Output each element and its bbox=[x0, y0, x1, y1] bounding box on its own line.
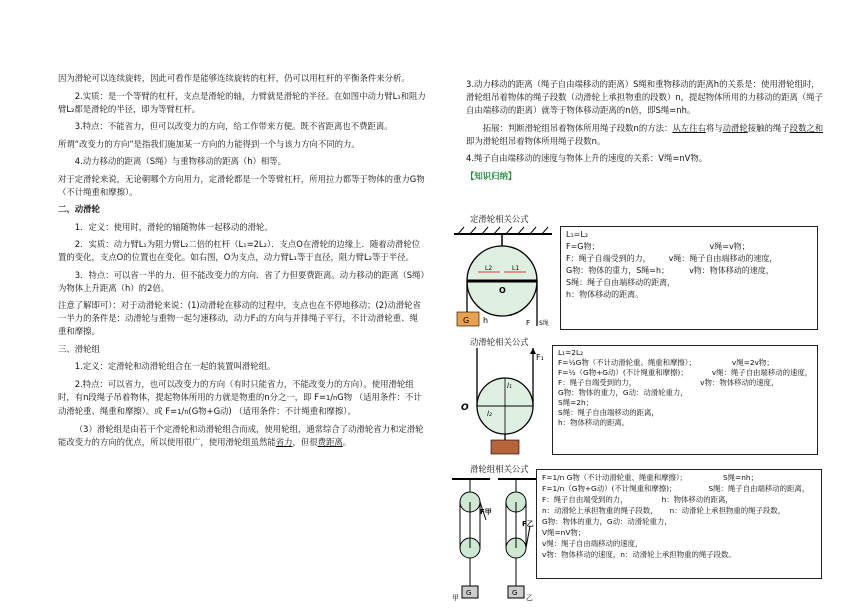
underlined-text: 从左往右 bbox=[672, 122, 706, 133]
formula-num: 1 bbox=[177, 407, 182, 416]
formula-line bbox=[566, 241, 812, 253]
label-L1: L1 bbox=[512, 265, 520, 272]
text: 接触的绳子 bbox=[747, 122, 790, 133]
formula-line: h：物体移动的距离。 bbox=[566, 290, 644, 299]
formula-text: F：绳子自由端受到的力， bbox=[542, 495, 628, 504]
underlined-text: 省力 bbox=[275, 437, 293, 447]
formula-text: F= bbox=[165, 405, 178, 416]
formula-line: L₁=2L₂ bbox=[558, 348, 584, 357]
paragraph: 4.绳子自由端移动的速度与物体上升的速度的关系：V绳=nV物。 bbox=[466, 153, 708, 163]
formula-text: F=1/n G物（不计动滑轮重、绳重和摩擦）； bbox=[542, 473, 687, 482]
section-heading: 二、动滑轮 bbox=[58, 204, 100, 214]
caption-moving-pulley: 动滑轮相关公式 bbox=[470, 337, 529, 347]
label-L2: L2 bbox=[485, 265, 493, 272]
label-G-a: G bbox=[466, 589, 472, 597]
formula-line bbox=[566, 253, 812, 265]
underlined-text: 费距离 bbox=[317, 437, 343, 447]
paragraph: 1.定义：定滑轮和动滑轮组合在一起的装置叫滑轮组。 bbox=[74, 361, 276, 371]
formula-line: S绳：绳子自由端移动的距离， bbox=[558, 408, 659, 417]
paragraph: 1．定义：使用时，滑轮的轴随物体一起移动的滑轮。 bbox=[74, 221, 273, 232]
weight-block bbox=[491, 440, 519, 454]
formula-line bbox=[558, 368, 812, 378]
formula-text: v物：物体移动的速度， bbox=[700, 378, 779, 387]
formula-text: v绳：绳子自由端移动的速度， bbox=[668, 254, 778, 263]
formula-line bbox=[542, 483, 816, 494]
formula-text: n：动滑轮上承担物重的绳子段数， bbox=[669, 506, 786, 515]
label-F-jia: F甲 bbox=[480, 508, 492, 516]
label-l2: l₂ bbox=[487, 410, 492, 418]
formula-text: F：绳子自端受到的力， bbox=[558, 378, 637, 387]
formula-text: v绳=2v物； bbox=[731, 358, 774, 367]
text: （适用条件：不计绳重和摩擦）。 bbox=[234, 405, 356, 416]
text: 2.特点：可以省力，也可以改变力的方向（有时只能省力，不能改变力的方向）。使用滑轮组时，有n段绳子吊着物体，提起物体所用的力就是物重的n分之一，即 bbox=[58, 378, 414, 402]
formula-text: F= bbox=[314, 391, 327, 402]
formula-box-moving bbox=[552, 345, 818, 455]
paragraph: 3.动力移动的距离（绳子自由端移动的距离）S绳和重物移动的距离h的关系是：使用滑轮组时，滑轮组吊着物体的绳子段数（动滑轮上承担物重的段数）n，提起物体所用的力移动的距离（绳子自由端移动的距离）就等于物体移动距离的n倍，即S绳=nh。 bbox=[466, 79, 824, 115]
formula-line: S绳=2h； bbox=[558, 398, 594, 407]
formula-line bbox=[558, 378, 812, 388]
paragraph: 注意了解即可）：对于动滑轮来说：(1)动滑轮在移动的过程中，支点也在不停地移动；(2)动滑轮省一半力的条件是：动滑轮与重物一起匀速移动，动力F₁的方向与并排绳子平行，不计动滑轮重、绳重和摩擦。 bbox=[58, 300, 421, 336]
formula-inline: F=1/nG物 bbox=[314, 391, 353, 402]
label-yi: 乙 bbox=[526, 594, 533, 602]
paragraph: 3．特点：可以省一半的力．但不能改变力的方向．省了力但要费距离。动力移动的距离（S绳）为物体上升距离（h）的2倍。 bbox=[58, 269, 425, 293]
label-F1: F₁ bbox=[536, 353, 544, 362]
formula-line bbox=[566, 265, 812, 277]
formula-text: v物：物体移动的速度， bbox=[689, 266, 774, 275]
formula-line: V绳=nV物； bbox=[542, 528, 586, 537]
text: 即为滑轮组吊着物体所用绳子段数n。 bbox=[466, 135, 606, 146]
formula-text: F=1/n（G物+G动）(不计绳重和摩擦)； bbox=[542, 484, 677, 493]
paragraph: 4.动力移动的距离（S绳）与重物移动的距离（h）相等。 bbox=[74, 156, 287, 166]
paragraph bbox=[466, 122, 826, 148]
fixed-pulley-figure bbox=[452, 226, 556, 330]
label-G: G bbox=[463, 316, 470, 325]
formula-text: v绳=v物； bbox=[709, 242, 750, 251]
formula-inline: F=1/n(G物+G动) bbox=[165, 405, 232, 416]
paragraph: 2.实质：是一个等臂的杠杆，支点是滑轮的轴，力臂就是滑轮的半径。在如图中动力臂L₁和阻力臂L₂都是滑轮的半径，即为等臂杠杆。 bbox=[58, 90, 426, 114]
label-S: S绳 bbox=[539, 320, 549, 327]
formula-line: G物：物体的重力，G动：动滑轮重力， bbox=[558, 388, 688, 397]
label-jia: 甲 bbox=[452, 594, 459, 602]
underlined-text: 段数之和 bbox=[789, 122, 824, 133]
caption-pulley-group: 滑轮组相关公式 bbox=[470, 464, 529, 474]
formula-den: n bbox=[333, 393, 338, 402]
formula-line bbox=[542, 505, 816, 516]
paragraph: 3.特点：不能省力，但可以改变力的方向，给工作带来方便。既不省距离也不费距离。 bbox=[74, 121, 393, 131]
formula-text: F=½G物（不计动滑轮重、绳重和摩擦）； bbox=[558, 358, 696, 367]
text: 将与 bbox=[705, 122, 723, 133]
label-h: h bbox=[483, 316, 489, 325]
text: 拓展：判断滑轮组吊着物体所用绳子段数n的方法： bbox=[482, 122, 673, 133]
paragraph: 所谓“改变力的方向”是指我们施加某一方向的力能得到一个与该力方向不同的力。 bbox=[58, 138, 360, 149]
formula-text: F=G物； bbox=[566, 242, 600, 251]
formula-num: 1 bbox=[326, 393, 331, 402]
formula-text: (G物+G动) bbox=[188, 405, 232, 416]
formula-line: v物：物体移动的速度，n：动滑轮上承担物重的绳子段数。 bbox=[542, 550, 736, 559]
paragraph: 2．实质：动力臂L₁为阻力臂L₂二倍的杠杆（L₁=2L₂）．支点O在滑轮的边缘上．随着动滑轮位置的变化，支点O的位置也在变化。如右图，O为支点，动力臂L₁等于直径，阻力臂L₂等于半径。 bbox=[58, 239, 421, 262]
formula-text: h：物体移动的距离， bbox=[661, 495, 733, 504]
left-column bbox=[58, 72, 426, 454]
formula-line: h：物体移动的距离。 bbox=[558, 418, 630, 427]
underlined-text: 动滑轮 bbox=[722, 122, 748, 133]
formula-line bbox=[542, 472, 816, 483]
label-F-yi: F乙 bbox=[522, 520, 534, 528]
formula-line bbox=[542, 494, 816, 505]
text: （适用条件：不计动滑轮重、绳重和摩擦）。或 bbox=[58, 391, 422, 416]
formula-line: L₁=L₂ bbox=[566, 230, 589, 239]
formula-line: v绳：绳子自由端移动的速度， bbox=[542, 539, 643, 548]
knowledge-heading: 【知识归纳】 bbox=[466, 170, 517, 181]
text: 。 bbox=[342, 437, 352, 447]
formula-text: G物 bbox=[337, 391, 353, 402]
formula-line bbox=[558, 358, 812, 368]
formula-den: n bbox=[184, 407, 189, 416]
formula-box-fixed bbox=[560, 226, 818, 330]
paragraph bbox=[58, 378, 426, 419]
formula-text: S绳=nh； bbox=[722, 473, 758, 482]
formula-line: S绳：绳子自由端移动的距离， bbox=[566, 278, 676, 287]
formula-text: S绳：绳子自由端移动的距离， bbox=[708, 484, 810, 493]
paragraph: 对于定滑轮来说，无论朝哪个方向用力，定滑轮都是一个等臂杠杆，所用拉力都等于物体的重力G物（不计绳重和摩擦）。 bbox=[58, 173, 425, 197]
label-l1: l₁ bbox=[507, 382, 512, 390]
formula-box-group bbox=[536, 469, 822, 579]
text: （3）滑轮组是由若干个定滑轮和动滑轮组合而成，使用轮组，通常综合了动滑轮省力和定滑轮能改变力的方向的优点，所以使用很广，使用滑轮组虽然能 bbox=[58, 424, 424, 447]
formula-line: G物：物体的重力，G动：动滑轮重力， bbox=[542, 517, 672, 526]
pulley-group-figure bbox=[450, 476, 538, 604]
label-O: O bbox=[461, 403, 469, 413]
label-O: O bbox=[499, 286, 506, 295]
label-G-b: G bbox=[512, 589, 518, 597]
formula-text: F：绳子自端受到的力， bbox=[566, 254, 651, 263]
formula-text: F=½（G物+G动）(不计绳重和摩擦)； bbox=[558, 368, 688, 377]
formula-text: G物：物体的重力，S绳=h； bbox=[566, 266, 670, 275]
label-F: F bbox=[526, 319, 531, 327]
right-column bbox=[466, 78, 826, 183]
text: ，但很 bbox=[292, 437, 318, 447]
caption-fixed-pulley: 定滑轮相关公式 bbox=[470, 214, 529, 224]
paragraph bbox=[58, 423, 426, 449]
ceiling-hatch bbox=[454, 227, 552, 234]
section-heading: 三、滑轮组 bbox=[58, 343, 100, 354]
moving-pulley-figure bbox=[455, 348, 547, 456]
formula-text: v绳：绳子自由端移动的速度， bbox=[711, 368, 813, 377]
paragraph: 因为滑轮可以连续旋转，因此可看作是能够连续旋转的杠杆，仍可以用杠杆的平衡条件来分析。 bbox=[58, 73, 410, 83]
formula-text: n：动滑轮上承担物重的绳子段数， bbox=[542, 506, 658, 515]
